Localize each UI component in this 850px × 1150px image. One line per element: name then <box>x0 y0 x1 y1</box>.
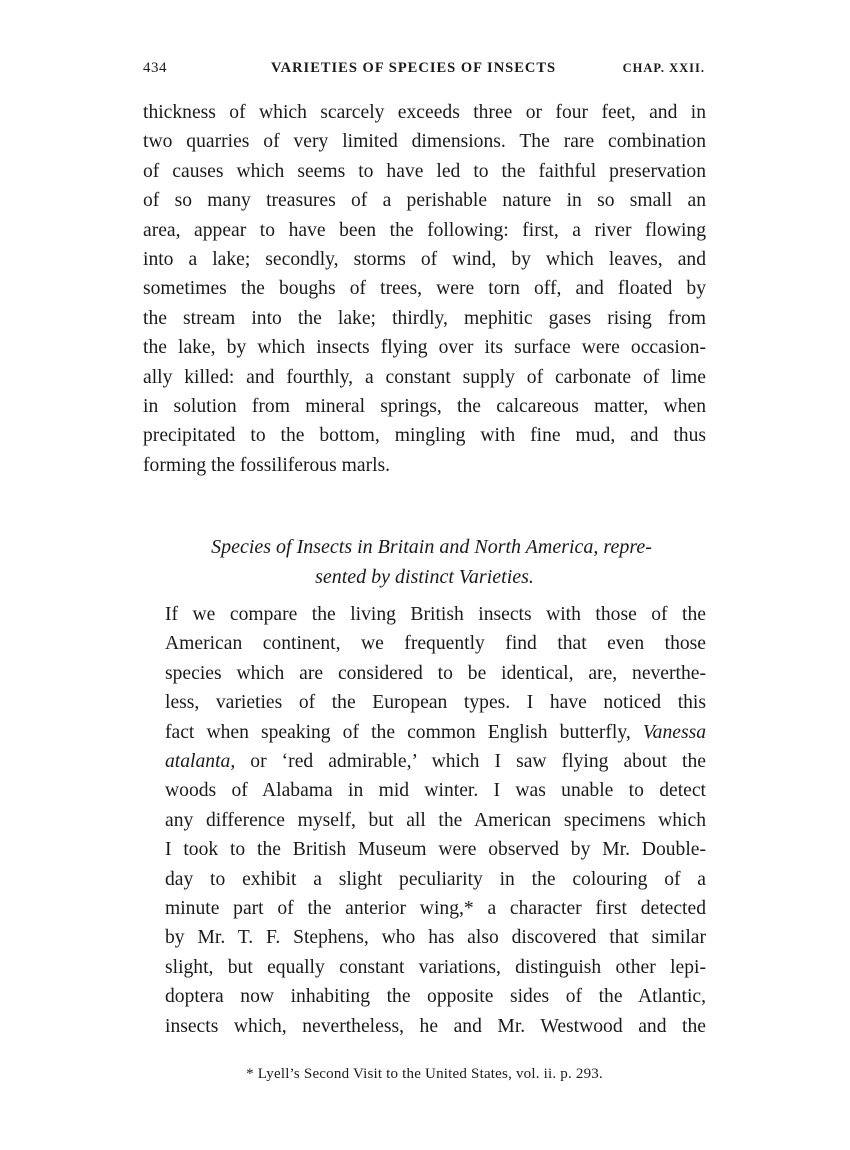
text-line: forming the fossiliferous marls. <box>143 454 391 476</box>
text-line: day to exhibit a slight peculiarity in the colouring of a <box>165 868 706 890</box>
text-line: by Mr. T. F. Stephens, who has also discovered that similar <box>165 927 706 949</box>
paragraph-insects <box>143 600 706 1041</box>
text-line: doptera now inhabiting the opposite sides of the Atlantic, <box>165 986 706 1008</box>
text-line: precipitated to the bottom, mingling with fine mud, and thus <box>143 425 706 447</box>
text-line: insects which, nevertheless, he and Mr. Westwood and the <box>165 1015 706 1037</box>
text-line: less, varieties of the European types. I have noticed this <box>165 692 706 714</box>
text-line: minute part of the anterior wing,* a character first detected <box>165 898 706 920</box>
text-line: ally killed: and fourthly, a constant supply of carbonate of lime <box>143 366 706 388</box>
text-line: I took to the British Museum were observed by Mr. Double- <box>165 839 706 861</box>
text-line: of causes which seems to have led to the faithful preservation <box>143 160 706 182</box>
running-title: VARIETIES OF SPECIES OF INSECTS <box>271 60 557 76</box>
text-line: If we compare the living British insects with those of the <box>165 604 706 625</box>
text-line: woods of Alabama in mid winter. I was unable to detect <box>165 780 706 802</box>
text-line: of so many treasures of a perishable nature in so small an <box>143 190 706 212</box>
text-line: slight, but equally constant variations, distinguish other lepi- <box>165 956 706 978</box>
text-line: area, appear to have been the following: first, a river flowing <box>143 219 706 241</box>
text-line: species which are considered to be identical, are, neverthe- <box>165 662 706 684</box>
text-line <box>143 718 706 747</box>
text-line: in solution from mineral springs, the calcareous matter, when <box>143 396 706 418</box>
footnote: * Lyell’s Second Visit to the United States, vol. ii. p. 293. <box>246 1066 603 1082</box>
text-line: sometimes the boughs of trees, were torn off, and floated by <box>143 278 706 300</box>
text-line: the lake, by which insects flying over its surface were occasion- <box>143 337 706 359</box>
page-number: 434 <box>143 60 167 76</box>
paragraph-continuation <box>143 98 706 480</box>
text-line: the stream into the lake; thirdly, mephitic gases rising from <box>143 307 706 329</box>
text-line: two quarries of very limited dimensions. The rare combination <box>143 131 706 153</box>
section-heading <box>143 532 706 592</box>
section-heading-line: sented by distinct Varieties. <box>315 566 534 588</box>
species-name-italic: Vanessa <box>642 721 706 743</box>
species-name-italic: atalanta, <box>165 751 236 773</box>
text-line <box>143 747 706 776</box>
section-heading-line: Species of Insects in Britain and North America, repre- <box>211 536 652 558</box>
text-segment: or ‘red admirable,’ which I saw flying about the <box>235 751 706 773</box>
text-line: any difference myself, but all the American specimens which <box>165 809 706 831</box>
chapter-label: CHAP. XXII. <box>622 61 705 75</box>
running-head <box>143 60 705 84</box>
text-segment: fact when speaking of the common English butterfly, <box>165 721 643 743</box>
text-line: thickness of which scarcely exceeds three or four feet, and in <box>143 102 706 123</box>
text-line: into a lake; secondly, storms of wind, by which leaves, and <box>143 249 706 271</box>
text-line: American continent, we frequently find that even those <box>165 633 706 655</box>
